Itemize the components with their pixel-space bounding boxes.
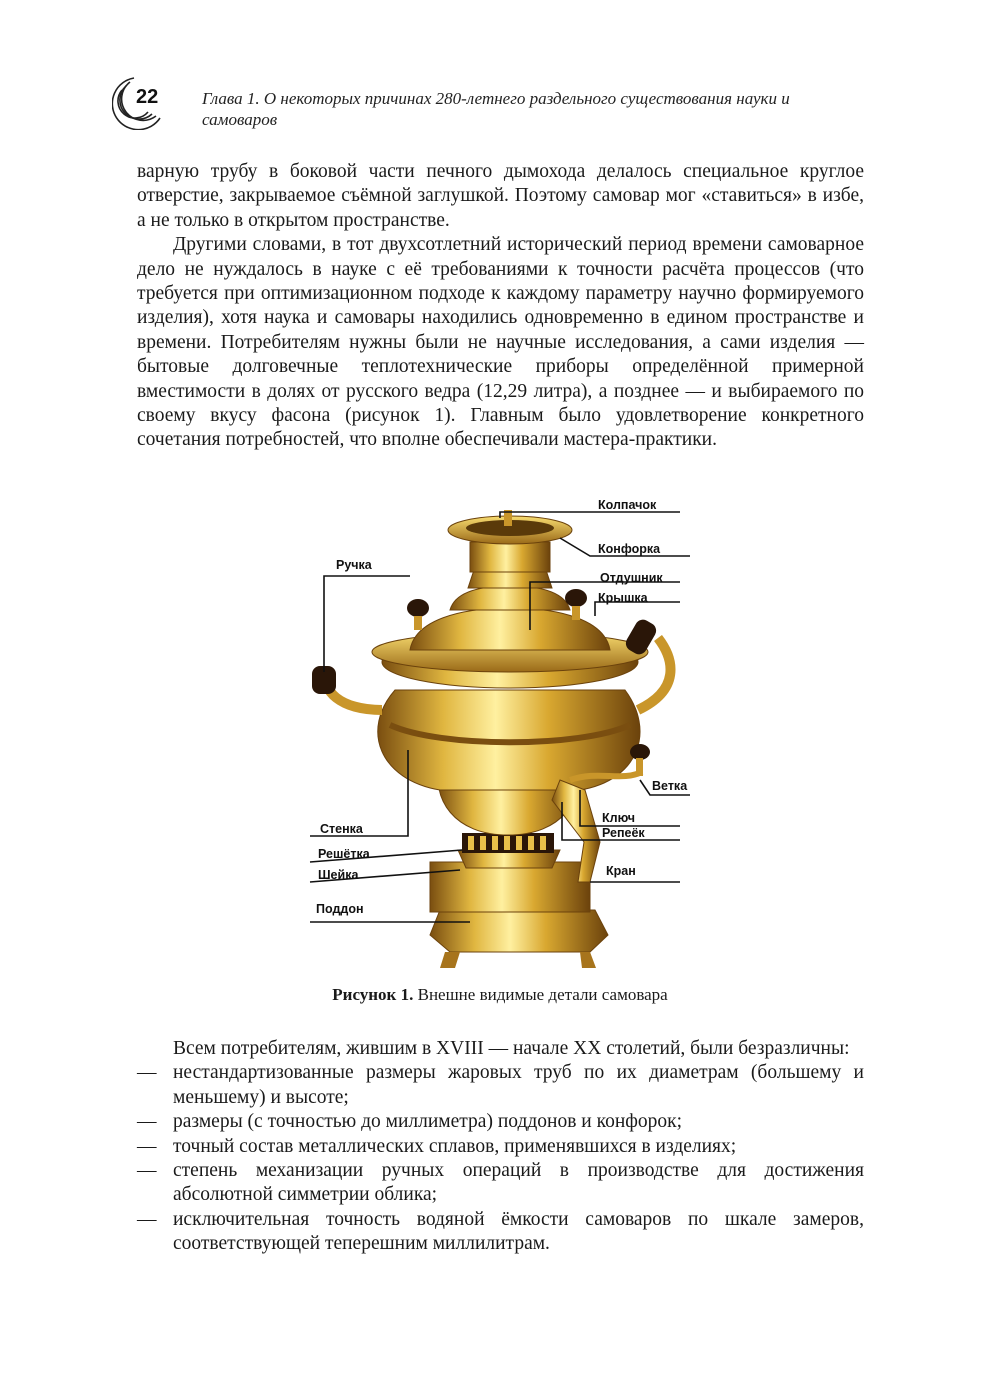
dash-mark: — <box>137 1111 157 1133</box>
list-item-text: исключительная точность водяной ёмкости самоваров по шкале замеров, соответствующей теперешним миллилитрам. <box>173 1208 864 1255</box>
label-ruchka: Ручка <box>336 558 372 572</box>
list-item <box>137 1061 864 1110</box>
list-item-text: точный состав металлических сплавов, применявшихся в изделиях; <box>173 1135 737 1157</box>
list-item <box>137 1135 864 1159</box>
label-poddon: Поддон <box>316 902 364 916</box>
caption-label: Рисунок 1. <box>332 985 414 1004</box>
label-vetka: Ветка <box>652 779 688 793</box>
figure-caption <box>0 985 1000 1005</box>
list-item-text: нестандартизованные размеры жаровых труб по их диаметрам (большему и меньшему) и высоте; <box>173 1062 864 1108</box>
samovar-poddon <box>430 910 608 952</box>
label-stenka: Стенка <box>320 822 363 836</box>
caption-text: Внешне видимые детали самовара <box>417 985 668 1004</box>
list-item-text: степень механизации ручных операций в производстве для достижения абсолютной симметрии облика; <box>173 1160 864 1206</box>
dash-mark: — <box>137 1160 157 1182</box>
label-reshetka: Решётка <box>318 847 370 861</box>
list-item-text: размеры (с точностью до миллиметра) поддонов и конфорок; <box>173 1111 683 1133</box>
label-klyuch: Ключ <box>602 811 636 825</box>
label-konforka: Конфорка <box>598 542 661 556</box>
page-header <box>112 72 872 132</box>
list-item <box>137 1208 864 1257</box>
samovar-pedestal <box>430 862 590 912</box>
paragraph-2: Другими словами, в тот двухсотлетний исторический период времени самоварное дело не нуждалось в науке с её требованиями к точности расчёта процессов (что требуется при оптимизационном подходе к каждому параметру научно формируемого изделия), хотя наука и самовары находились одновременно в едином пространстве и времени. Потребителям нужны были не научные исследования, а сами изделия — бытовые долговечные теплотехнические приборы определённой примерной вместимости в долях от русского ведра (12,29 литра), а позднее — и выбираемого по своему вкусу фасона (рисунок 1). Главным было удовлетворение конкретного сочетания потребностей, что вполне обеспечивали мастера-практики. <box>137 234 864 451</box>
dash-mark: — <box>137 1062 157 1084</box>
list-item <box>137 1110 864 1134</box>
dash-mark: — <box>137 1208 157 1230</box>
paragraph-3: Всем потребителям, жившим в XVIII — начале XX столетий, были безразличны: <box>173 1038 850 1059</box>
dash-mark: — <box>137 1135 157 1157</box>
label-kran: Кран <box>606 864 636 878</box>
running-head: Глава 1. О некоторых причинах 280-летнего раздельного существования науки и самоваров <box>202 89 790 129</box>
body-text-top <box>137 160 864 453</box>
figure-samovar <box>290 490 710 980</box>
label-repeyok: Репеёк <box>602 826 645 840</box>
list-item <box>137 1159 864 1208</box>
label-otdushnik: Отдушник <box>600 571 663 585</box>
bullet-list <box>137 1061 864 1256</box>
body-text-bottom <box>137 1037 864 1257</box>
label-sheyka: Шейка <box>318 868 359 882</box>
label-kryshka: Крышка <box>598 591 648 605</box>
page-number: 22 <box>136 86 159 108</box>
paragraph-1: варную трубу в боковой части печного дымохода делалось специальное круглое отверстие, закрываемое съёмной заглушкой. Поэтому самовар мог «ставиться» в избе, а не только в открытом пространстве. <box>137 161 864 231</box>
label-kolpachok: Колпачок <box>598 498 657 512</box>
